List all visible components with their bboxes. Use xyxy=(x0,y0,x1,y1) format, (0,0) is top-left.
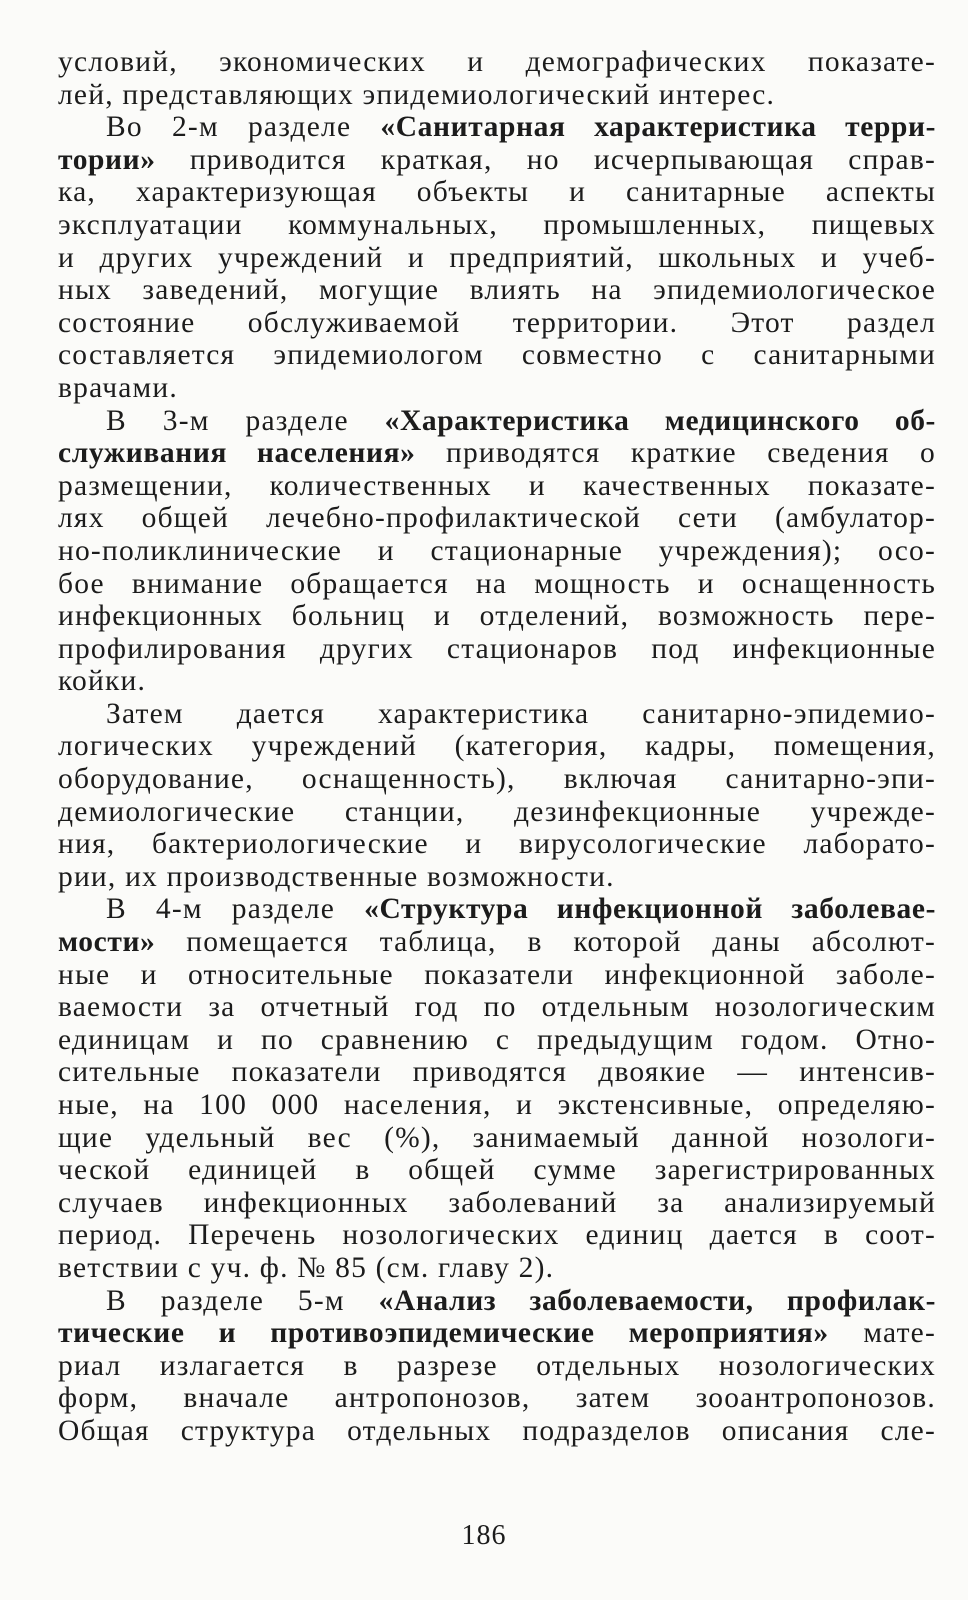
bold-section-title: мости» xyxy=(58,926,156,959)
text-line xyxy=(58,633,936,666)
text-line xyxy=(58,144,936,177)
bold-section-title: тические и противоэпидемические мероприятия» xyxy=(58,1317,829,1350)
line-text: ния, бактериологические и вирусологические лаборато- xyxy=(58,828,936,861)
text-line xyxy=(58,274,936,307)
bold-section-title: «Характеристика медицинского об- xyxy=(384,404,936,437)
text-line xyxy=(58,1415,936,1448)
line-text: рии, их производственные возможности. xyxy=(58,860,615,893)
text-line xyxy=(58,568,936,601)
line-text: Общая структура отдельных подразделов описания сле- xyxy=(58,1414,936,1447)
line-text: мате- xyxy=(828,1317,936,1350)
text-line xyxy=(58,1089,936,1122)
bold-section-title: «Структура инфекционной заболевае- xyxy=(364,893,936,926)
bold-section-title: «Анализ заболеваемости, профилак- xyxy=(378,1284,936,1317)
line-text: помещается таблица, в которой даны абсолют- xyxy=(155,926,936,959)
text-line xyxy=(58,959,936,992)
text-line xyxy=(58,470,936,503)
line-text: единицам и по сравнению с предыдущим годом. Отно- xyxy=(58,1023,936,1056)
text-line xyxy=(58,763,936,796)
line-text: ные, на 100 000 населения, и экстенсивные, определяю- xyxy=(58,1089,936,1121)
text-line xyxy=(58,893,936,926)
text-line xyxy=(58,698,936,731)
page-text xyxy=(58,46,936,1448)
text-line xyxy=(58,372,936,405)
line-text: размещении, количественных и качественных показате- xyxy=(58,469,936,502)
line-text: но-поликлинические и стационарные учреждения); осо- xyxy=(58,534,936,567)
line-text: эксплуатации коммунальных, промышленных, пищевых xyxy=(58,208,936,241)
bold-section-title: «Санитарная характеристика терри- xyxy=(380,111,936,144)
line-text: приводятся краткие сведения о xyxy=(415,437,936,470)
line-text: Во 2-м разделе xyxy=(106,111,381,144)
line-text: Затем дается характеристика санитарно-эпидемио- xyxy=(106,697,936,730)
text-line xyxy=(58,111,936,144)
text-line xyxy=(58,828,936,861)
text-line xyxy=(58,437,936,470)
line-text: ка, характеризующая объекты и санитарные аспекты xyxy=(58,176,936,209)
text-line xyxy=(58,600,936,633)
text-line xyxy=(58,79,936,112)
text-line xyxy=(58,1122,936,1155)
text-line xyxy=(58,1187,936,1220)
text-line xyxy=(58,307,936,340)
text-line xyxy=(58,991,936,1024)
line-text: бое внимание обращается на мощность и оснащенность xyxy=(58,567,936,600)
line-text: оборудование, оснащенность), включая санитарно-эпи- xyxy=(58,763,936,796)
line-text: сительные показатели приводятся двоякие — интенсив- xyxy=(58,1056,936,1089)
line-text: состояние обслуживаемой территории. Этот раздел xyxy=(58,306,936,339)
line-text: случаев инфекционных заболеваний за анализируемый xyxy=(58,1186,936,1219)
text-line xyxy=(58,1219,936,1252)
text-line xyxy=(58,535,936,568)
text-line xyxy=(58,665,936,698)
text-line xyxy=(58,1285,936,1318)
line-text: ческой единицей в общей сумме зарегистрированных xyxy=(58,1154,936,1187)
text-line xyxy=(58,861,936,894)
bold-section-title: служивания населения» xyxy=(58,437,416,470)
line-text: профилирования других стационаров под инфекционные xyxy=(58,632,936,665)
bold-section-title: тории» xyxy=(58,143,156,176)
text-line xyxy=(58,1024,936,1057)
line-text: щие удельный вес (%), занимаемый данной нозологи- xyxy=(58,1121,936,1154)
line-text: койки. xyxy=(58,665,147,698)
text-line xyxy=(58,1252,936,1285)
page-number: 186 xyxy=(461,1520,507,1551)
line-text: составляется эпидемиологом совместно с санитарными xyxy=(58,339,936,372)
text-line xyxy=(58,1056,936,1089)
text-line xyxy=(58,502,936,535)
text-line xyxy=(58,176,936,209)
line-text: ветствии с уч. ф. № 85 (см. главу 2). xyxy=(58,1251,555,1284)
line-text: форм, вначале антропонозов, затем зооантропонозов. xyxy=(58,1382,936,1415)
text-line xyxy=(58,1154,936,1187)
line-text: лях общей лечебно-профилактической сети (амбулатор- xyxy=(58,502,936,535)
line-text: инфекционных больниц и отделений, возможность пере- xyxy=(58,600,936,633)
line-text: и других учреждений и предприятий, школьных и учеб- xyxy=(58,241,936,274)
line-text: условий, экономических и демографических показате- xyxy=(58,46,936,78)
line-text: демиологические станции, дезинфекционные учрежде- xyxy=(58,795,936,828)
line-text: ные и относительные показатели инфекционной заболе- xyxy=(58,958,936,991)
line-text: В 3-м разделе xyxy=(106,404,385,437)
line-text: ных заведений, могущие влиять на эпидемиологическое xyxy=(58,274,936,307)
text-line xyxy=(58,405,936,438)
line-text: лей, представляющих эпидемиологический интерес. xyxy=(58,78,776,111)
line-text: приводится краткая, но исчерпывающая справ- xyxy=(155,143,936,176)
text-line xyxy=(58,1317,936,1350)
text-line xyxy=(58,339,936,372)
line-text: В разделе 5-м xyxy=(106,1284,379,1317)
text-line xyxy=(58,46,936,79)
text-line xyxy=(58,1382,936,1415)
text-line xyxy=(58,730,936,763)
text-line xyxy=(58,209,936,242)
line-text: период. Перечень нозологических единиц дается в соот- xyxy=(58,1219,936,1252)
line-text: ваемости за отчетный год по отдельным нозологическим xyxy=(58,991,936,1024)
text-line xyxy=(58,926,936,959)
line-text: врачами. xyxy=(58,371,178,404)
text-line xyxy=(58,1350,936,1383)
text-line xyxy=(58,796,936,829)
line-text: риал излагается в разрезе отдельных нозологических xyxy=(58,1349,936,1382)
text-line xyxy=(58,242,936,275)
line-text: логических учреждений (категория, кадры, помещения, xyxy=(58,730,936,763)
line-text: В 4-м разделе xyxy=(106,893,365,926)
